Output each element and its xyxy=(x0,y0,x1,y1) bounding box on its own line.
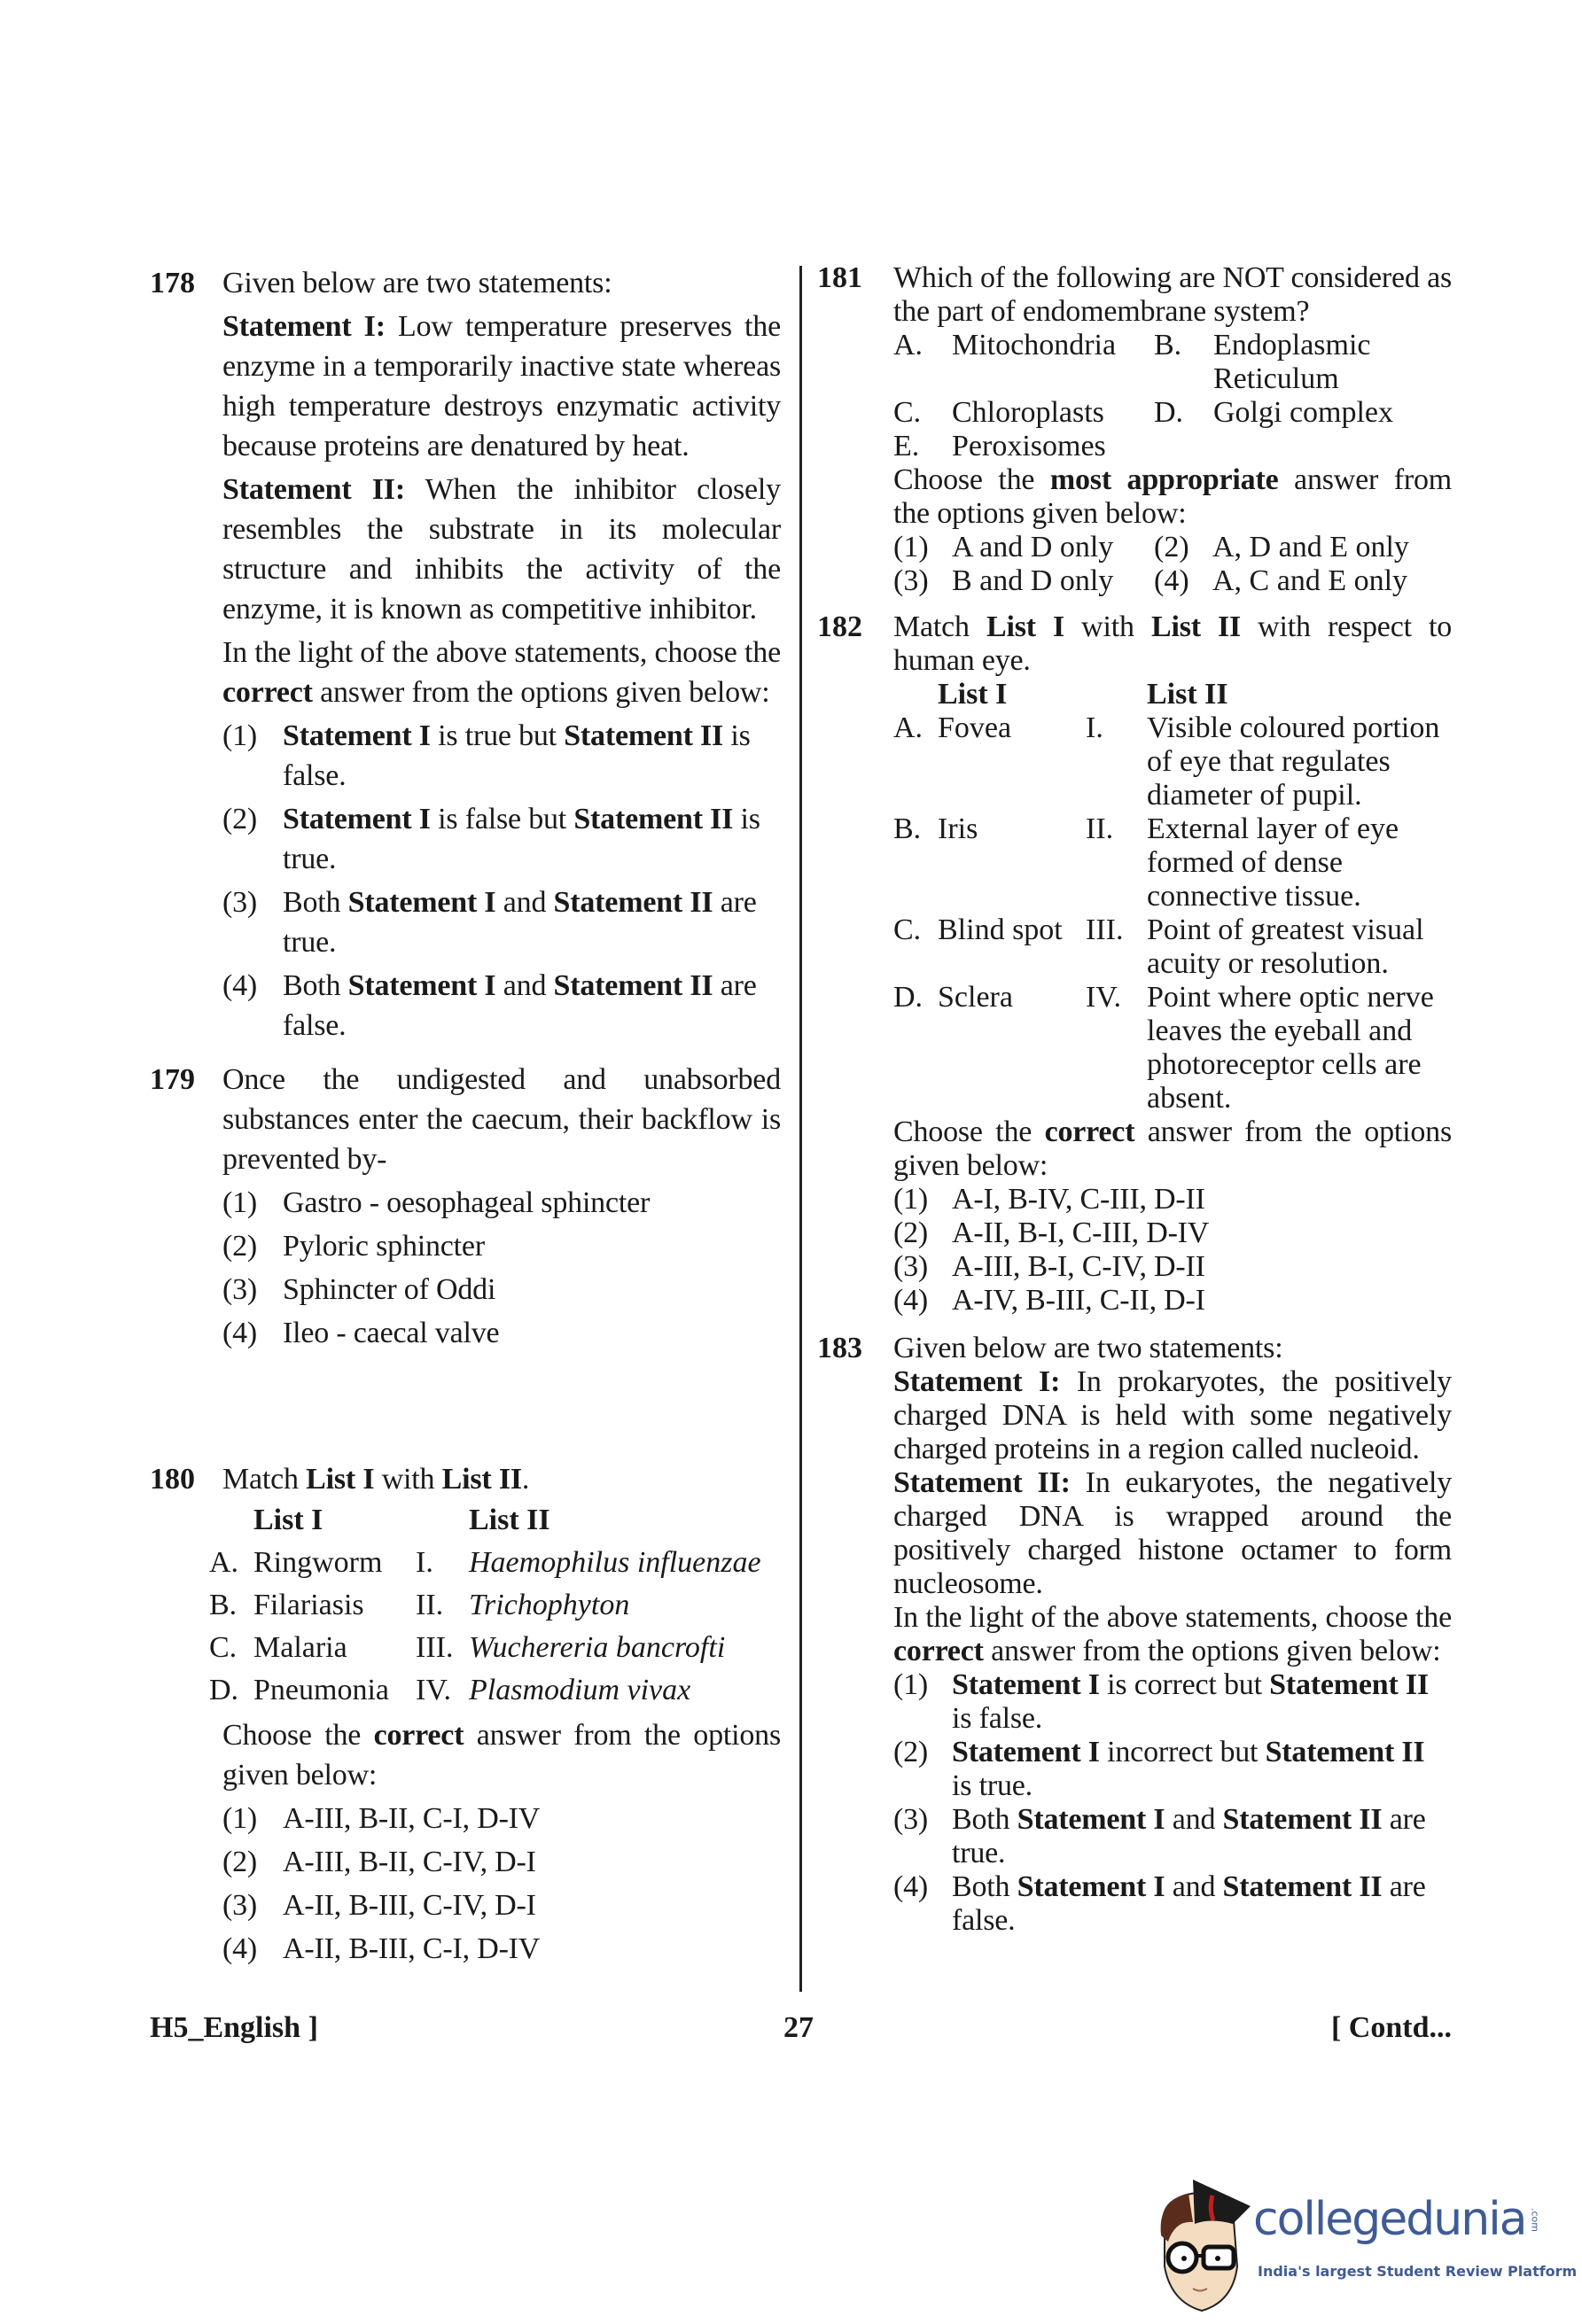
text-run: and xyxy=(1165,1870,1223,1903)
option-label: (3) xyxy=(893,1250,929,1283)
item-name: Sclera xyxy=(938,981,1013,1014)
item-description: Wuchereria bancrofti xyxy=(469,1631,726,1664)
option-text xyxy=(283,1885,781,1925)
question-number: 178 xyxy=(150,267,195,299)
item-letter: E. xyxy=(893,430,920,462)
item-name: Mitochondria xyxy=(952,329,1117,361)
question-180 xyxy=(150,1459,788,1969)
spacer xyxy=(1086,678,1147,711)
item-letter: C. xyxy=(209,1631,238,1664)
text-run: answer from the options given below: xyxy=(312,676,770,709)
bold-text: Statement II xyxy=(553,886,713,919)
bold-text: Statement I xyxy=(952,1736,1100,1768)
option-label: (3) xyxy=(893,1803,929,1836)
logo-brand-text: collegedunia xyxy=(1253,2193,1526,2246)
spacer xyxy=(209,1499,253,1542)
text-run: Choose the xyxy=(893,463,1050,496)
item-name: Fovea xyxy=(938,711,1012,744)
footer-contd: [ Contd... xyxy=(1330,2011,1452,2044)
match-list xyxy=(893,329,1452,463)
text-run: with xyxy=(374,1463,442,1496)
bold-text: correct xyxy=(1044,1115,1135,1148)
option-text xyxy=(952,1183,1452,1216)
option-label: (2) xyxy=(222,1846,258,1878)
text-run: incorrect but xyxy=(1099,1736,1266,1768)
option-label: (3) xyxy=(222,886,258,919)
item-description: Trichophyton xyxy=(469,1589,630,1621)
bold-text: Statement I: xyxy=(222,310,386,343)
question-text xyxy=(222,1060,781,1179)
option-label: (4) xyxy=(222,1317,258,1349)
text-run: A-III, B-I, C-IV, D-II xyxy=(952,1250,1205,1283)
question-number: 182 xyxy=(817,610,862,643)
item-description: Golgi complex xyxy=(1213,396,1394,429)
text-run: A-II, B-III, C-IV, D-I xyxy=(283,1889,536,1922)
question-text xyxy=(893,1601,1452,1668)
answer-option xyxy=(222,716,781,796)
question-text xyxy=(893,261,1452,329)
option-label: (4) xyxy=(222,1932,258,1965)
logo-tagline: India's largest Student Review Platform xyxy=(1258,2263,1578,2280)
option-text xyxy=(283,1183,781,1223)
logo-wordmark xyxy=(1253,2188,1540,2250)
left-column xyxy=(150,263,788,1969)
answer-option xyxy=(893,1736,1452,1803)
item-letter: C. xyxy=(893,913,922,946)
text-run: with respect to human eye. xyxy=(893,610,1453,677)
text-run: is true. xyxy=(283,803,760,875)
item-numeral: II. xyxy=(416,1589,444,1621)
item-name: Pneumonia xyxy=(253,1674,389,1706)
question-181 xyxy=(817,261,1455,598)
text-run: answer from the options given below: xyxy=(983,1635,1441,1667)
bold-text: Statement II: xyxy=(893,1466,1071,1499)
answer-option xyxy=(893,1183,1452,1216)
question-body xyxy=(209,1459,781,1969)
option-label: (2) xyxy=(893,1216,929,1249)
answer-option xyxy=(893,1284,1452,1317)
item-letter: A. xyxy=(893,711,923,744)
text-run: is false but xyxy=(430,803,574,836)
item-name: Peroxisomes xyxy=(952,430,1106,462)
option-text xyxy=(952,1803,1452,1870)
text-run: . xyxy=(521,1463,530,1496)
option-text xyxy=(952,1668,1452,1736)
item-numeral: III. xyxy=(416,1631,454,1664)
question-body xyxy=(222,263,781,1045)
question-179 xyxy=(150,1060,788,1353)
text-run: and xyxy=(495,969,554,1002)
bold-text: Statement I xyxy=(1017,1803,1165,1836)
item-letter: B. xyxy=(209,1589,238,1621)
bold-text: Statement I xyxy=(347,886,496,919)
text-run: Both xyxy=(952,1803,1017,1836)
question-text xyxy=(893,1115,1452,1183)
text-run: is false. xyxy=(952,1702,1043,1735)
footer-paper-code: H5_English ] xyxy=(150,2011,318,2044)
question-text xyxy=(222,263,781,303)
text-run: A-III, B-II, C-I, D-IV xyxy=(283,1802,541,1835)
option-label: (4) xyxy=(222,969,258,1002)
item-numeral: B. xyxy=(1154,329,1182,361)
answer-option-row xyxy=(893,531,1452,564)
text-run: Both xyxy=(283,969,348,1002)
bold-text: Statement II xyxy=(564,719,724,752)
text-run: with xyxy=(1064,610,1151,643)
option-text xyxy=(952,1736,1452,1803)
question-183 xyxy=(817,1332,1455,1938)
option-label: (1) xyxy=(222,1802,258,1835)
answer-option xyxy=(893,1668,1452,1736)
bold-text: Statement II xyxy=(1222,1803,1383,1836)
list-ii-header: List II xyxy=(469,1504,550,1536)
option-label: (2) xyxy=(1154,531,1189,564)
match-list xyxy=(893,678,1452,1115)
column-divider xyxy=(799,266,802,1992)
item-numeral: IV. xyxy=(416,1674,451,1706)
collegedunia-logo xyxy=(1149,2169,1578,2320)
logo-suffix: .com xyxy=(1529,2208,1541,2232)
question-number: 183 xyxy=(817,1332,862,1364)
bold-text: List II xyxy=(1150,610,1242,643)
option-label: (2) xyxy=(222,803,258,836)
text-run: are true. xyxy=(952,1803,1426,1869)
question-text xyxy=(222,633,781,712)
option-label: (2) xyxy=(893,1736,929,1768)
item-numeral: II. xyxy=(1086,812,1114,845)
question-body xyxy=(893,610,1452,1317)
option-label: (2) xyxy=(222,1230,258,1263)
answer-option xyxy=(222,1799,781,1838)
list-i-header: List I xyxy=(938,678,1008,711)
item-numeral: I. xyxy=(416,1546,433,1579)
text-run: Pyloric sphincter xyxy=(283,1230,485,1263)
footer-page-number: 27 xyxy=(783,2011,814,2044)
bold-text: List I xyxy=(306,1463,375,1496)
answer-option xyxy=(222,1226,781,1266)
answer-option xyxy=(222,1885,781,1925)
text-run: are false. xyxy=(283,969,757,1042)
item-numeral xyxy=(1154,430,1213,463)
item-name: Iris xyxy=(938,812,978,845)
answer-option xyxy=(893,1803,1452,1870)
right-column xyxy=(817,261,1455,1938)
bold-text: Statement I xyxy=(347,969,496,1002)
text-run: answer from the options given below: xyxy=(893,463,1452,530)
text-run: A-I, B-IV, C-III, D-II xyxy=(952,1183,1205,1216)
text-run: When the inhibitor closely resembles the substrate in its molecular structure and inhibits the activity of the enzyme, it is known as competitive inhibitor. xyxy=(222,473,781,626)
option-text xyxy=(283,1270,781,1310)
question-text xyxy=(222,1715,781,1795)
bold-text: correct xyxy=(373,1719,464,1752)
spacer xyxy=(416,1499,469,1542)
item-description: Plasmodium vivax xyxy=(469,1674,691,1706)
option-text xyxy=(283,1313,781,1353)
text-run: Both xyxy=(283,886,348,919)
text-run: Which of the following are NOT considered as the part of endomembrane system? xyxy=(893,261,1452,328)
answer-option xyxy=(893,1216,1452,1250)
match-list xyxy=(209,1499,781,1712)
text-run: Sphincter of Oddi xyxy=(283,1273,496,1306)
question-text xyxy=(222,307,781,466)
spacer xyxy=(893,678,938,711)
text-run: In eukaryotes, the negatively charged DNA is wrapped around the positively charged histone octamer to form nucleosome. xyxy=(893,1466,1452,1600)
bold-text: correct xyxy=(893,1635,984,1667)
option-text xyxy=(283,882,781,962)
bold-text: most appropriate xyxy=(1049,463,1279,496)
option-label: (4) xyxy=(893,1870,929,1903)
option-label: (1) xyxy=(893,531,929,564)
answer-option-row xyxy=(893,564,1452,598)
text-run: is false. xyxy=(283,719,751,792)
question-text xyxy=(893,1466,1452,1601)
option-text xyxy=(283,1226,781,1266)
text-run: Given below are two statements: xyxy=(222,267,612,299)
text-run: Choose the xyxy=(222,1719,374,1752)
answer-option xyxy=(222,1270,781,1310)
option-text xyxy=(283,1842,781,1882)
answer-option xyxy=(222,799,781,879)
bold-text: Statement II xyxy=(1222,1870,1383,1903)
option-label: (3) xyxy=(222,1273,258,1306)
question-182 xyxy=(817,610,1455,1317)
question-text xyxy=(222,470,781,629)
option-label: (1) xyxy=(222,719,258,752)
option-text xyxy=(952,1284,1452,1317)
text-run: In the light of the above statements, choose the xyxy=(893,1601,1452,1634)
text-run: answer from the options given below: xyxy=(893,1115,1452,1182)
question-body xyxy=(222,1060,781,1353)
option-text: A and D only xyxy=(952,531,1114,564)
item-name: Blind spot xyxy=(938,913,1063,946)
text-run: In the light of the above statements, choose the xyxy=(222,636,781,669)
text-run: In prokaryotes, the positively charged DNA is held with some negatively charged proteins in a region called nucleoid. xyxy=(893,1365,1452,1465)
option-text xyxy=(283,799,781,879)
text-run: A-IV, B-III, C-II, D-I xyxy=(952,1284,1205,1317)
option-text: A, C and E only xyxy=(1212,564,1408,597)
item-letter: B. xyxy=(893,812,922,845)
item-description: Point of greatest visual acuity or resolution. xyxy=(1147,913,1424,980)
item-description: External layer of eye formed of dense connective tissue. xyxy=(1147,812,1399,913)
bold-text: Statement I xyxy=(283,803,431,836)
item-numeral: D. xyxy=(1154,396,1184,429)
item-letter: A. xyxy=(893,329,923,361)
option-label: (3) xyxy=(222,1889,258,1922)
item-numeral: I. xyxy=(1086,711,1103,744)
item-numeral: IV. xyxy=(1086,981,1121,1014)
option-text xyxy=(283,966,781,1045)
bold-text: Statement II xyxy=(553,969,713,1002)
answer-option xyxy=(222,1183,781,1223)
item-description: Point where optic nerve leaves the eyeball and photoreceptor cells are absent. xyxy=(1147,981,1434,1115)
text-run: Choose the xyxy=(893,1115,1045,1148)
text-run: Ileo - caecal valve xyxy=(283,1317,500,1349)
text-run: is true but xyxy=(430,719,565,752)
text-run: Once the undigested and unabsorbed substances enter the caecum, their backflow is prevented by- xyxy=(222,1063,781,1176)
text-run: Given below are two statements: xyxy=(893,1332,1283,1364)
answer-option xyxy=(893,1870,1452,1938)
text-run: Match xyxy=(222,1463,307,1496)
bold-text: correct xyxy=(222,676,313,709)
option-text xyxy=(952,1250,1452,1284)
option-text xyxy=(952,1870,1452,1938)
option-label: (4) xyxy=(893,1284,929,1317)
text-run: A-II, B-III, C-I, D-IV xyxy=(283,1932,541,1965)
list-ii-header: List II xyxy=(1147,678,1228,711)
bold-text: List II xyxy=(441,1463,522,1496)
option-text xyxy=(283,716,781,796)
item-numeral: III. xyxy=(1086,913,1124,946)
text-run: A-II, B-I, C-III, D-IV xyxy=(952,1216,1210,1249)
item-name: Ringworm xyxy=(253,1546,383,1579)
question-text xyxy=(893,463,1452,531)
text-run: and xyxy=(1165,1803,1223,1836)
answer-option xyxy=(893,1250,1452,1284)
option-text xyxy=(283,1929,781,1969)
option-label: (1) xyxy=(893,1668,929,1701)
item-description xyxy=(1213,430,1452,463)
answer-option xyxy=(222,882,781,962)
item-description: Haemophilus influenzae xyxy=(469,1546,761,1579)
text-run: Match xyxy=(893,610,986,643)
question-text xyxy=(893,610,1452,678)
option-label: (1) xyxy=(222,1186,258,1219)
text-run: Both xyxy=(952,1870,1017,1903)
bold-text: Statement II: xyxy=(222,473,405,506)
item-letter: D. xyxy=(209,1674,239,1706)
text-run: Low temperature preserves the enzyme in a temporarily inactive state whereas high temperature destroys enzymatic activity because proteins are denatured by heat. xyxy=(222,310,781,462)
question-body xyxy=(893,261,1452,598)
question-number: 179 xyxy=(150,1063,195,1096)
answer-option xyxy=(222,1842,781,1882)
option-text xyxy=(952,1216,1452,1250)
item-description: Visible coloured portion of eye that regulates diameter of pupil. xyxy=(1147,711,1440,812)
question-number: 180 xyxy=(150,1463,195,1496)
item-name: Chloroplasts xyxy=(952,396,1104,429)
bold-text: Statement II xyxy=(573,803,734,836)
bold-text: Statement I: xyxy=(893,1365,1061,1398)
option-label: (4) xyxy=(1154,564,1189,597)
mascot-icon xyxy=(1149,2169,1255,2320)
text-run: are false. xyxy=(952,1870,1426,1937)
text-run: Gastro - oesophageal sphincter xyxy=(283,1186,651,1219)
item-name: Malaria xyxy=(253,1631,347,1664)
item-letter: D. xyxy=(893,981,923,1014)
answer-option xyxy=(222,1929,781,1969)
bold-text: Statement I xyxy=(952,1668,1100,1701)
option-text: A, D and E only xyxy=(1212,531,1409,564)
item-letter: C. xyxy=(893,396,922,429)
text-run: A-III, B-II, C-IV, D-I xyxy=(283,1846,536,1878)
question-text xyxy=(893,1365,1452,1466)
question-178 xyxy=(150,263,788,1045)
text-run: and xyxy=(495,886,554,919)
text-run: are true. xyxy=(283,886,757,959)
question-text xyxy=(893,1332,1452,1365)
question-text xyxy=(222,1459,781,1499)
option-text: B and D only xyxy=(952,564,1114,597)
item-description: Endoplasmic Reticulum xyxy=(1213,329,1371,395)
question-body xyxy=(893,1332,1452,1938)
bold-text: Statement II xyxy=(1269,1668,1429,1701)
question-number: 181 xyxy=(817,261,862,294)
list-i-header: List I xyxy=(253,1504,323,1536)
option-label: (1) xyxy=(893,1183,929,1216)
text-run: is correct but xyxy=(1099,1668,1270,1701)
bold-text: List I xyxy=(986,610,1065,643)
option-text xyxy=(283,1799,781,1838)
text-run: answer from the options given below: xyxy=(222,1719,781,1792)
text-run: is true. xyxy=(952,1769,1033,1802)
item-name: Filariasis xyxy=(253,1589,364,1621)
option-label: (3) xyxy=(893,564,929,597)
item-letter: A. xyxy=(209,1546,239,1579)
bold-text: Statement I xyxy=(283,719,431,752)
bold-text: Statement I xyxy=(1017,1870,1165,1903)
answer-option xyxy=(222,1313,781,1353)
bold-text: Statement II xyxy=(1265,1736,1425,1768)
answer-option xyxy=(222,966,781,1045)
